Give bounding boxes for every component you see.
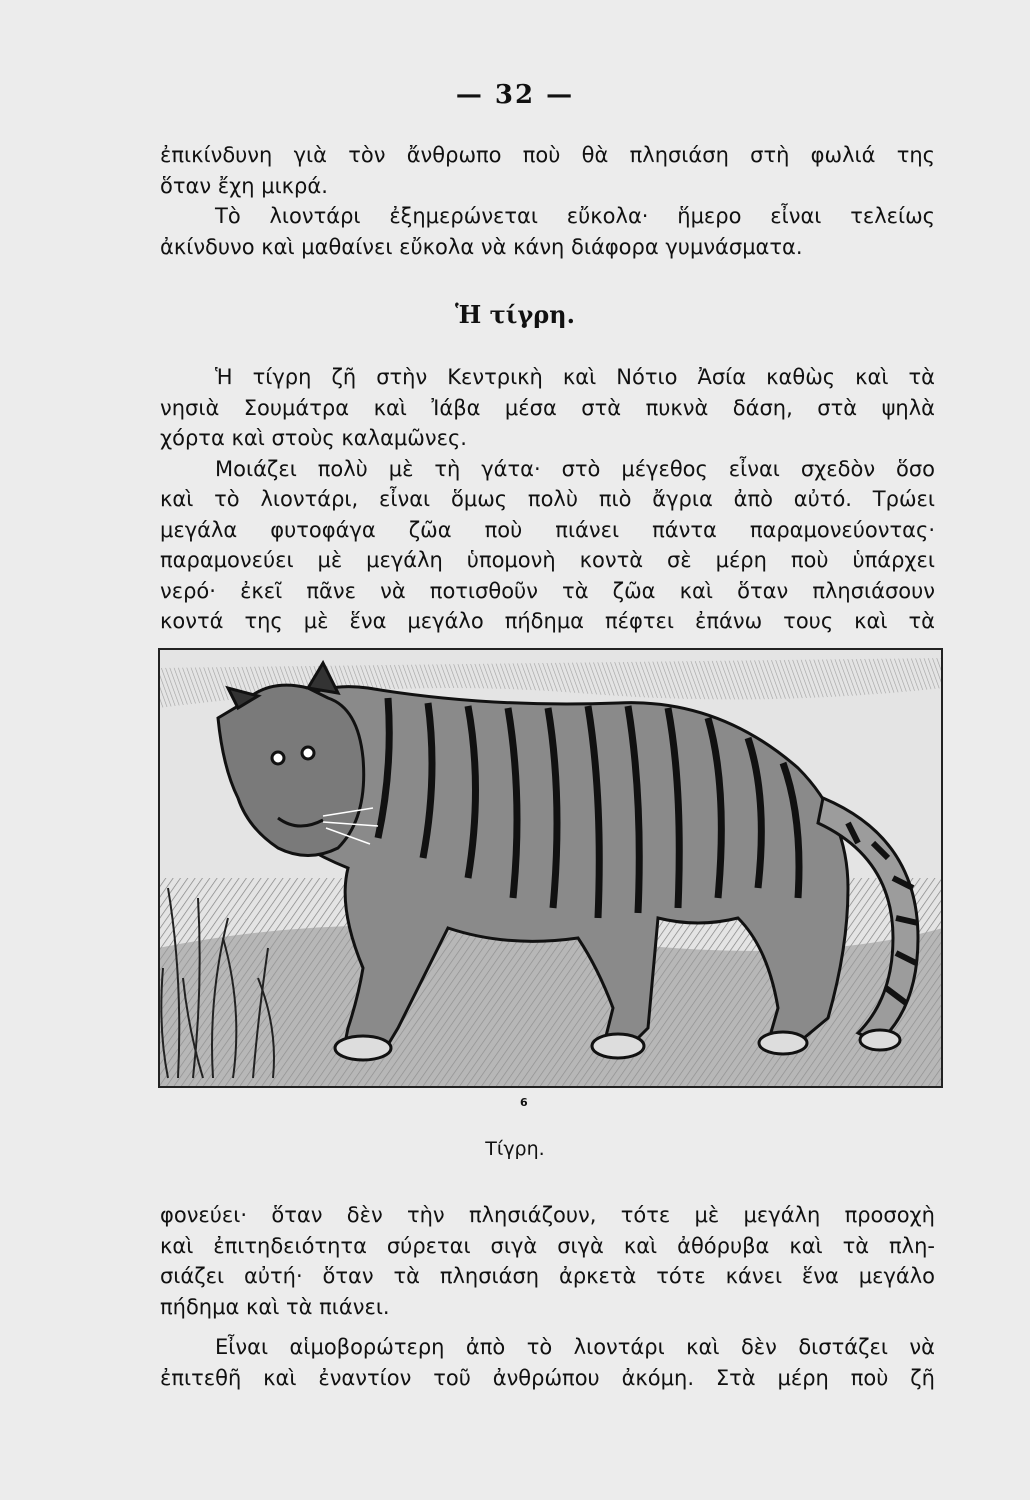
- text-line: ἐπικίνδυνη γιὰ τὸν ἄνθρωπο ποὺ θὰ πλησιάση στὴ φωλιά της: [160, 143, 935, 167]
- text-line: Εἶναι αἱμοβορώτερη ἀπὸ τὸ λιοντάρι καὶ δὲν διστάζει νὰ: [215, 1335, 935, 1359]
- text-line: Τὸ λιοντάρι ἐξημερώνεται εὔκολα· ἥμερο εἶναι τελείως: [215, 204, 935, 228]
- text-line: καὶ ἐπιτηδειότητα σύρεται σιγὰ σιγὰ καὶ ἀθόρυβα καὶ τὰ πλη-: [160, 1233, 935, 1258]
- text-line: μεγάλα φυτοφάγα ζῶα ποὺ πιάνει πάντα παραμονεύοντας·: [160, 517, 935, 542]
- text-line: Ἡ τίγρη ζῆ στὴν Κεντρικὴ καὶ Νότιο Ἀσία καθὼς καὶ τὰ: [215, 365, 935, 389]
- text-line: σιάζει αὐτή· ὅταν τὰ πλησιάση ἀρκετὰ τότε κάνει ἕνα μεγάλο: [160, 1264, 935, 1288]
- paragraph: [160, 140, 935, 201]
- paragraph: [160, 454, 935, 637]
- text-line: καὶ τὸ λιοντάρι, εἶναι ὅμως πολὺ πιὸ ἄγρια ἀπὸ αὐτό. Τρώει: [160, 487, 935, 511]
- top-text: [160, 140, 935, 262]
- figure-caption: Τίγρη.: [485, 1138, 545, 1160]
- section-heading: Ἡ τίγρη.: [455, 300, 575, 329]
- figure-number: 6: [520, 1096, 528, 1109]
- text-line: κοντά της μὲ ἕνα μεγάλο πήδημα πέφτει ἐπάνω τους καὶ τὰ: [160, 609, 935, 633]
- text-line: νερό· ἐκεῖ πᾶνε νὰ ποτισθοῦν τὰ ζῶα καὶ ὅταν πλησιάσουν: [160, 578, 935, 603]
- paragraph: [160, 1200, 935, 1322]
- page-number: — 32 —: [455, 80, 575, 110]
- text-line: ἐπιτεθῆ καὶ ἐναντίον τοῦ ἀνθρώπου ἀκόμη. Στὰ μέρη ποὺ ζῆ: [160, 1365, 935, 1390]
- text-line: φονεύει· ὅταν δὲν τὴν πλησιάζουν, τότε μὲ μεγάλη προσοχὴ: [160, 1203, 935, 1227]
- text-line: παραμονεύει μὲ μεγάλη ὑπομονὴ κοντὰ σὲ μέρη ποὺ ὑπάρχει: [160, 548, 935, 572]
- paragraph: [160, 201, 935, 262]
- text-line: ἀκίνδυνο καὶ μαθαίνει εὔκολα νὰ κάνη διάφορα γυμνάσματα.: [160, 234, 803, 259]
- tiger-engraving: [158, 648, 943, 1088]
- bottom-text: [160, 1200, 935, 1393]
- text-line: Μοιάζει πολὺ μὲ τὴ γάτα· στὸ μέγεθος εἶναι σχεδὸν ὅσο: [215, 456, 935, 481]
- text-line: νησιὰ Σουμάτρα καὶ Ἰάβα μέσα στὰ πυκνὰ δάση, στὰ ψηλὰ: [160, 395, 935, 420]
- text-line: πήδημα καὶ τὰ πιάνει.: [160, 1294, 390, 1319]
- text-line: ὅταν ἔχη μικρά.: [160, 173, 328, 198]
- paragraph: [160, 1332, 935, 1393]
- middle-text: [160, 362, 935, 637]
- paragraph: [160, 362, 935, 454]
- text-line: χόρτα καὶ στοὺς καλαμῶνες.: [160, 426, 467, 450]
